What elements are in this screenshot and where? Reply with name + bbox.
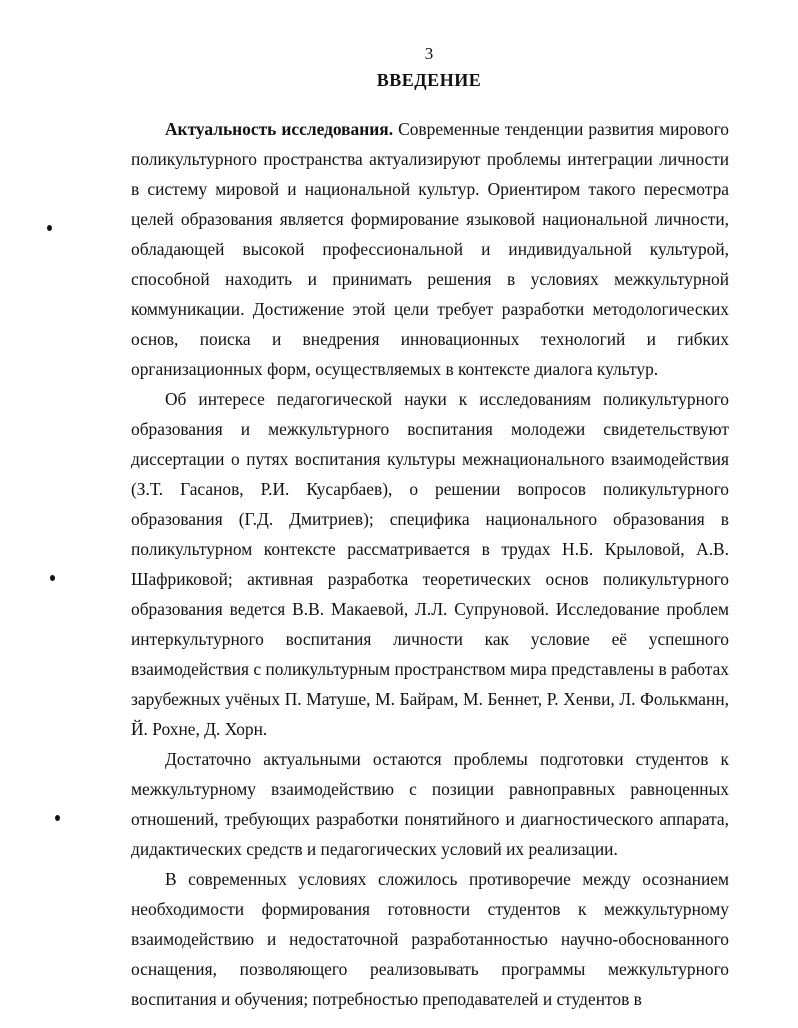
paragraph-contradiction: В современных условиях сложилось противоречие между осознанием необходимости формирования готовности студентов к межкультурному взаимодействию и недостаточной разработанностью научно-обоснованного оснащения, позволяющего реализовывать программы межкультурного воспитания и обучения; потребностью преподавателей и студентов в <box>131 869 729 1009</box>
paragraph-lead: Актуальность исследования. <box>165 119 394 139</box>
scan-speck <box>55 815 60 821</box>
paragraph-text: Современные тенденции развития мирового поликультурного пространства актуализируют проблемы интеграции личности в систему мировой и национальной культур. Ориентиром такого пересмотра целей образования является формирование языковой национальной личности, обладающей высокой профессиональной и индивидуальной культурой, способной находить и принимать решения в условиях межкультурной коммуникации. Достижение этой цели требует разработки методологических основ, поиска и внедрения инновационных технологий и гибких организационных форм, осуществляемых в контексте диалога культур. <box>131 119 729 379</box>
paragraph-relevance <box>131 114 729 384</box>
page-number: 3 <box>424 44 434 63</box>
body-text <box>131 114 729 1014</box>
paragraph-research-review: Об интересе педагогической науки к исследованиям поликультурного образования и межкультурного воспитания молодежи свидетельствуют диссертации о путях воспитания культуры межнационального взаимодействия (З.Т. Гасанов, Р.И. Кусарбаев), о решении вопросов поликультурного образования (Г.Д. Дмитриев); специфика национального образования в поликультурном контексте рассматривается в трудах Н.Б. Крыловой, А.В. Шафриковой; активная разработка теоретических основ поликультурного образования ведется В.В. Макаевой, Л.Л. Супруновой. Исследование проблем интеркультурного воспитания личности как условие её успешного взаимодействия с поликультурным пространством мира представлены в работах зарубежных учёных П. Матуше, М. Байрам, М. Беннет, Р. Хенви, Л. Фолькманн, Й. Рохне, Д. Хорн. <box>131 389 729 739</box>
paragraph-open-problems: Достаточно актуальными остаются проблемы подготовки студентов к межкультурному взаимодействию с позиции равноправных равноценных отношений, требующих разработки понятийного и диагностического аппарата, дидактических средств и педагогических условий их реализации. <box>131 749 729 859</box>
section-heading: ВВЕДЕНИЕ <box>376 70 482 90</box>
scan-speck <box>50 575 55 581</box>
scan-speck <box>47 225 52 231</box>
